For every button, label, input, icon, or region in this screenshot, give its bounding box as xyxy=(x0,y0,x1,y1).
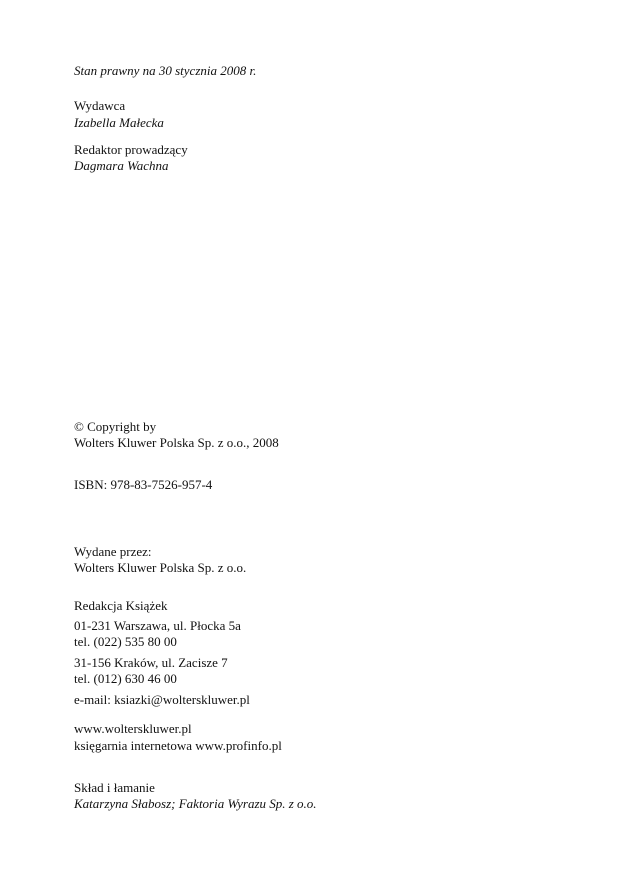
editor-name: Dagmara Wachna xyxy=(74,158,169,173)
department-name: Redakcja Książek xyxy=(74,598,168,613)
published-by-name: Wolters Kluwer Polska Sp. z o.o. xyxy=(74,560,247,575)
published-by-label: Wydane przez: xyxy=(74,544,152,559)
typesetting-label: Skład i łamanie xyxy=(74,780,155,795)
editor-label: Redaktor prowadzący xyxy=(74,142,188,157)
warsaw-address: 01-231 Warszawa, ul. Płocka 5a xyxy=(74,618,241,633)
isbn: ISBN: 978-83-7526-957-4 xyxy=(74,477,213,492)
legal-status: Stan prawny na 30 stycznia 2008 r. xyxy=(74,63,257,78)
email-address: e-mail: ksiazki@wolterskluwer.pl xyxy=(74,692,250,707)
publisher-name: Izabella Małecka xyxy=(74,115,164,130)
krakow-address: 31-156 Kraków, ul. Zacisze 7 xyxy=(74,655,228,670)
website-link: www.wolterskluwer.pl xyxy=(74,721,192,736)
bookstore-link: księgarnia internetowa www.profinfo.pl xyxy=(74,738,282,753)
krakow-phone: tel. (012) 630 46 00 xyxy=(74,671,177,686)
copyright-line-2: Wolters Kluwer Polska Sp. z o.o., 2008 xyxy=(74,435,279,450)
warsaw-phone: tel. (022) 535 80 00 xyxy=(74,634,177,649)
publisher-label: Wydawca xyxy=(74,98,126,113)
copyright-line-1: © Copyright by xyxy=(74,419,157,434)
typesetting-names: Katarzyna Słabosz; Faktoria Wyrazu Sp. z o.o. xyxy=(74,796,317,811)
